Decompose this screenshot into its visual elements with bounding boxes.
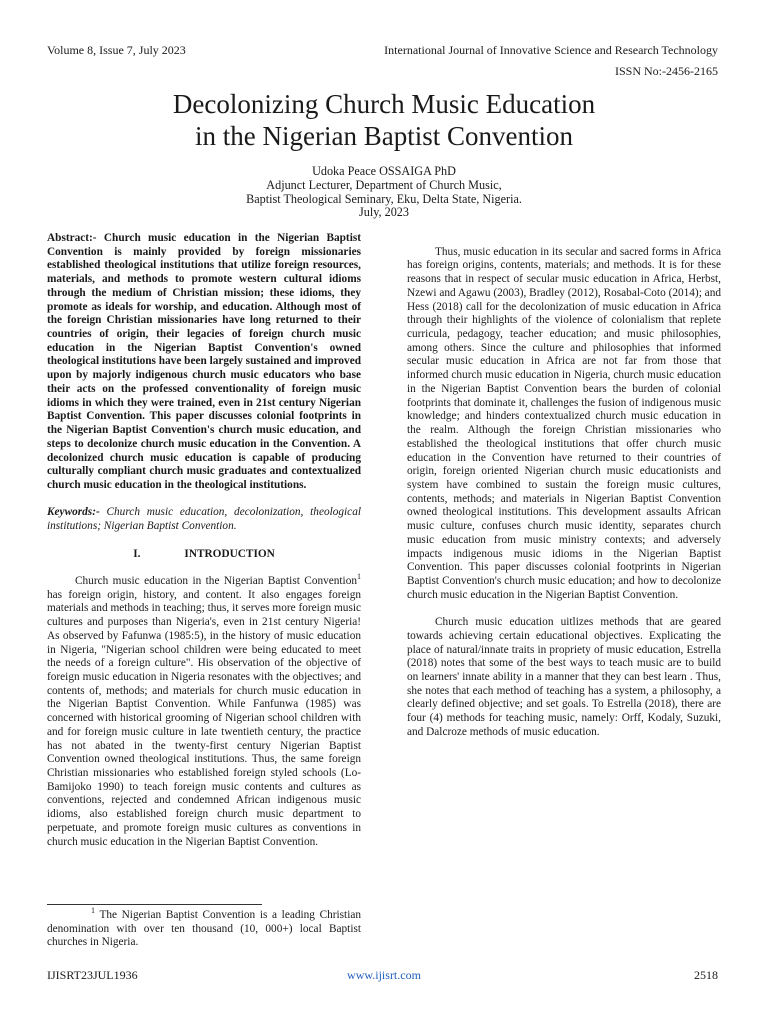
title-line-2: in the Nigerian Baptist Convention — [195, 121, 573, 151]
keywords-text: Church music education, decolonization, theological institutions; Nigerian Baptist Convention. — [47, 506, 361, 533]
footer-website-link[interactable]: www.ijisrt.com — [347, 968, 421, 982]
section-number: I. — [133, 547, 141, 560]
author-block — [0, 165, 768, 220]
abstract-label: Abstract:- — [47, 232, 97, 244]
footnote-divider — [47, 904, 262, 905]
header-journal: International Journal of Innovative Science and Research Technology — [384, 43, 718, 57]
footnote-reference: 1 — [357, 572, 361, 582]
author-position: Adjunct Lecturer, Department of Church Music, — [266, 177, 502, 192]
intro-paragraph-3: Church music education uitlizes methods that are geared towards achieving certain educational objectives. Explicating the place of natural/innate traits in propriety of music education, Estrella (2018) notes that some of the best ways to teach music are to build on learners' innate ability in a manner that they can best learn . Thus, she notes that each method of teaching has a system, a philosophy, a clearly defined objective; and set goals. To Estrella (2018), there are four (4) methods for teaching music, namely: Orff, Kodaly, Suzuki, and Dalcroze methods of music education. — [407, 616, 721, 738]
intro-para1-rest: has foreign origin, history, and content. It also engages foreign materials and methods in teaching; thus, it serves more foreign music cultures and purposes than Nigeria's, even in 21st century Nigeria! As observed by Fafunwa (1985:5), in the history of music education in Nigeria, "Nigerian school children were being educated to meet the needs of a foreign culture". His observation of the objective of foreign music education in Nigeria resonates with the objectives; and contents of, methods; and materials for church music education in the Nigerian Baptist Convention. While Fanfunwa (1985) was concerned with historical grooming of Nigerian school children with and for foreign music culture in late twentieth century, the practice has not abated in the twenty-first century Nigerian Baptist Convention owned theological institutions. Thus, the same foreign Christian missionaries who established foreign styled schools (Lo-Bamijoko 1990) to teach foreign music contents and cultures as conventions, rejected and condemned African indigenous music idioms, also established foreign church music department to perpetuate, and promote foreign music cultures as conventions in church music education in the Nigerian Baptist Convention. — [47, 588, 361, 848]
footer-page-number: 2518 — [694, 968, 718, 982]
footer-website-wrap — [0, 968, 768, 983]
abstract-text: Church music education in the Nigerian Baptist Convention is mainly provided by foreign missionaries established theological institutions that utilize foreign resources, materials, and methods to promote western cultural idioms through the medium of Christian mission; these idioms, they promote as ideals for worship, and education. Although most of the foreign Christian missionaries have long returned to their countries of origin, their legacies of foreign church music education in the Nigerian Baptist Convention's owned theological institutions have been largely sustained and improved upon by majorly indigenous church music educators who base their acts on the professed conventionality of foreign music idioms in which they were trained, even in 21st century Nigerian Baptist Convention. This paper discusses colonial footprints in the Nigerian Baptist Convention's church music education, and steps to decolonize church music education in the Convention. A decolonized church music education is capable of producing culturally compliant church music graduates and contextualized church music education in the theological institutions. — [47, 232, 361, 491]
footnote-text: The Nigerian Baptist Convention is a leading Christian denomination with over ten thousand (10, 000+) local Baptist churches in Nigeria. — [47, 909, 361, 949]
author-institution: Baptist Theological Seminary, Eku, Delta State, Nigeria. — [246, 191, 522, 206]
intro-para1-start: Church music education in the Nigerian Baptist Convention — [75, 574, 357, 587]
intro-paragraph-2: Thus, music education in its secular and sacred forms in Africa has foreign origins, contents, materials; and methods. It is for these reasons that in respect of secular music education in Africa, Herbst, Nzewi and Agawu (2003), Bradley (2012), Rosabal-Coto (2014); and Hess (2018) call for the decolonization of music education in Africa through their highlights of the violence of colonialism that replete curricula, pedagogy, teacher education; and music philosophies, among others. Since the culture and philosophies that informed secular music education in Africa are not far from those that informed church music education in Nigeria, church music education in the Nigerian Baptist Convention bears the burden of colonial footprints that dominate it, challenges the fusion of indigenous music knowledge; and hinders contextualized church music education in the realm. Although the foreign Christian missionaries who established the theological institutions that offer church music education in the Convention have returned to their countries of origin, foreign oriented Nigerian church music educationists and system have combined to sustain the foreign music cultures, contents, methods; and materials in Nigerian Baptist Convention owned theological institutions. This development assaults African music culture, confuses church music identity, separates church music education from music ministry contexts; and adversely impacts indigenous music idioms in the Nigerian Baptist Convention. This paper discusses colonial footprints in Nigerian Baptist Convention's church music education; and how to decolonize church music education in the Nigerian Baptist Convention. — [407, 245, 721, 601]
keywords-label: Keywords:- — [47, 506, 100, 519]
abstract — [47, 232, 361, 493]
paper-title — [0, 88, 768, 152]
section-heading — [47, 548, 361, 562]
footer-code: IJISRT23JUL1936 — [47, 968, 138, 982]
keywords — [47, 506, 361, 533]
footnote-marker: 1 — [91, 906, 95, 916]
header-volume: Volume 8, Issue 7, July 2023 — [47, 43, 186, 57]
left-column — [47, 232, 361, 849]
title-line-1: Decolonizing Church Music Education — [172, 89, 596, 119]
header-issn: ISSN No:-2456-2165 — [614, 64, 718, 78]
intro-paragraph-1 — [47, 572, 361, 849]
author-name: Udoka Peace OSSAIGA PhD — [312, 164, 456, 178]
footnote — [47, 906, 361, 950]
section-title: INTRODUCTION — [184, 547, 275, 560]
right-column — [407, 232, 721, 740]
author-date: July, 2023 — [359, 205, 409, 220]
